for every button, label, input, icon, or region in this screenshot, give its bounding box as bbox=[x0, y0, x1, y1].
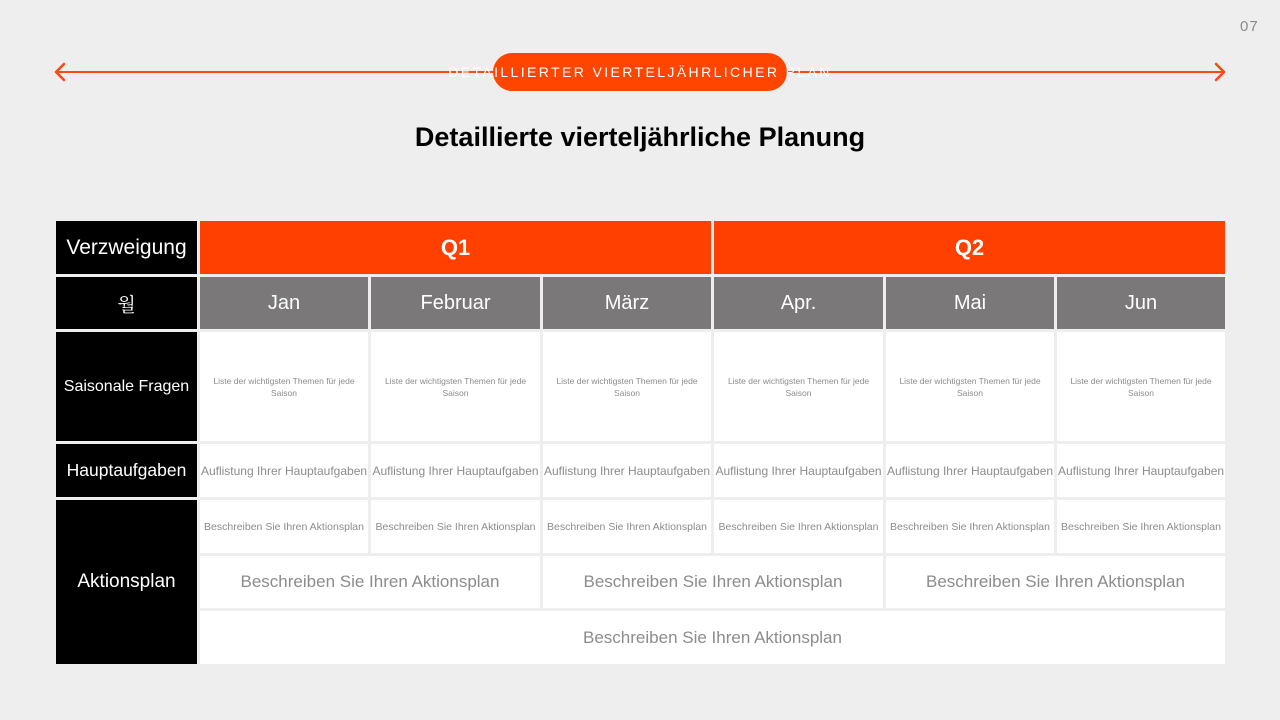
action-monthly-cell: Beschreiben Sie Ihren Aktionsplan bbox=[543, 500, 711, 553]
arrow-right-icon bbox=[1208, 62, 1228, 82]
tasks-cell: Auflistung Ihrer Hauptaufgaben bbox=[200, 444, 368, 497]
arrow-left-icon bbox=[52, 62, 72, 82]
corner-header: Verzweigung bbox=[56, 221, 197, 274]
tasks-cell: Auflistung Ihrer Hauptaufgaben bbox=[371, 444, 540, 497]
action-half-year-cell: Beschreiben Sie Ihren Aktionsplan bbox=[200, 611, 1225, 664]
quarter-header-q1: Q1 bbox=[200, 221, 711, 274]
seasonal-cell: Liste der wichtigsten Themen für jede Saison bbox=[714, 332, 883, 441]
month-header-mar: März bbox=[543, 277, 711, 329]
action-bimonthly-cell: Beschreiben Sie Ihren Aktionsplan bbox=[886, 556, 1225, 608]
action-monthly-cell: Beschreiben Sie Ihren Aktionsplan bbox=[200, 500, 368, 553]
section-label: DETAILLIERTER VIERTELJÄHRLICHER PLAN bbox=[448, 64, 832, 80]
action-monthly-cell: Beschreiben Sie Ihren Aktionsplan bbox=[714, 500, 883, 553]
quarter-header-q2: Q2 bbox=[714, 221, 1225, 274]
seasonal-cell: Liste der wichtigsten Themen für jede Saison bbox=[543, 332, 711, 441]
action-bimonthly-cell: Beschreiben Sie Ihren Aktionsplan bbox=[200, 556, 540, 608]
tasks-cell: Auflistung Ihrer Hauptaufgaben bbox=[714, 444, 883, 497]
page-number: 07 bbox=[1240, 18, 1259, 35]
row-header-action: Aktionsplan bbox=[56, 500, 197, 664]
month-header-feb: Februar bbox=[371, 277, 540, 329]
action-monthly-cell: Beschreiben Sie Ihren Aktionsplan bbox=[886, 500, 1054, 553]
tasks-cell: Auflistung Ihrer Hauptaufgaben bbox=[886, 444, 1054, 497]
tasks-cell: Auflistung Ihrer Hauptaufgaben bbox=[543, 444, 711, 497]
month-header-jan: Jan bbox=[200, 277, 368, 329]
tasks-cell: Auflistung Ihrer Hauptaufgaben bbox=[1057, 444, 1225, 497]
month-header-apr: Apr. bbox=[714, 277, 883, 329]
action-bimonthly-cell: Beschreiben Sie Ihren Aktionsplan bbox=[543, 556, 883, 608]
action-monthly-cell: Beschreiben Sie Ihren Aktionsplan bbox=[1057, 500, 1225, 553]
row-header-tasks: Hauptaufgaben bbox=[56, 444, 197, 497]
month-row-header: 월 bbox=[56, 277, 197, 329]
action-monthly-cell: Beschreiben Sie Ihren Aktionsplan bbox=[371, 500, 540, 553]
seasonal-cell: Liste der wichtigsten Themen für jede Saison bbox=[886, 332, 1054, 441]
row-header-seasonal: Saisonale Fragen bbox=[56, 332, 197, 441]
seasonal-cell: Liste der wichtigsten Themen für jede Saison bbox=[200, 332, 368, 441]
seasonal-cell: Liste der wichtigsten Themen für jede Saison bbox=[371, 332, 540, 441]
month-header-may: Mai bbox=[886, 277, 1054, 329]
seasonal-cell: Liste der wichtigsten Themen für jede Saison bbox=[1057, 332, 1225, 441]
month-header-jun: Jun bbox=[1057, 277, 1225, 329]
page-title: Detaillierte vierteljährliche Planung bbox=[414, 122, 866, 152]
